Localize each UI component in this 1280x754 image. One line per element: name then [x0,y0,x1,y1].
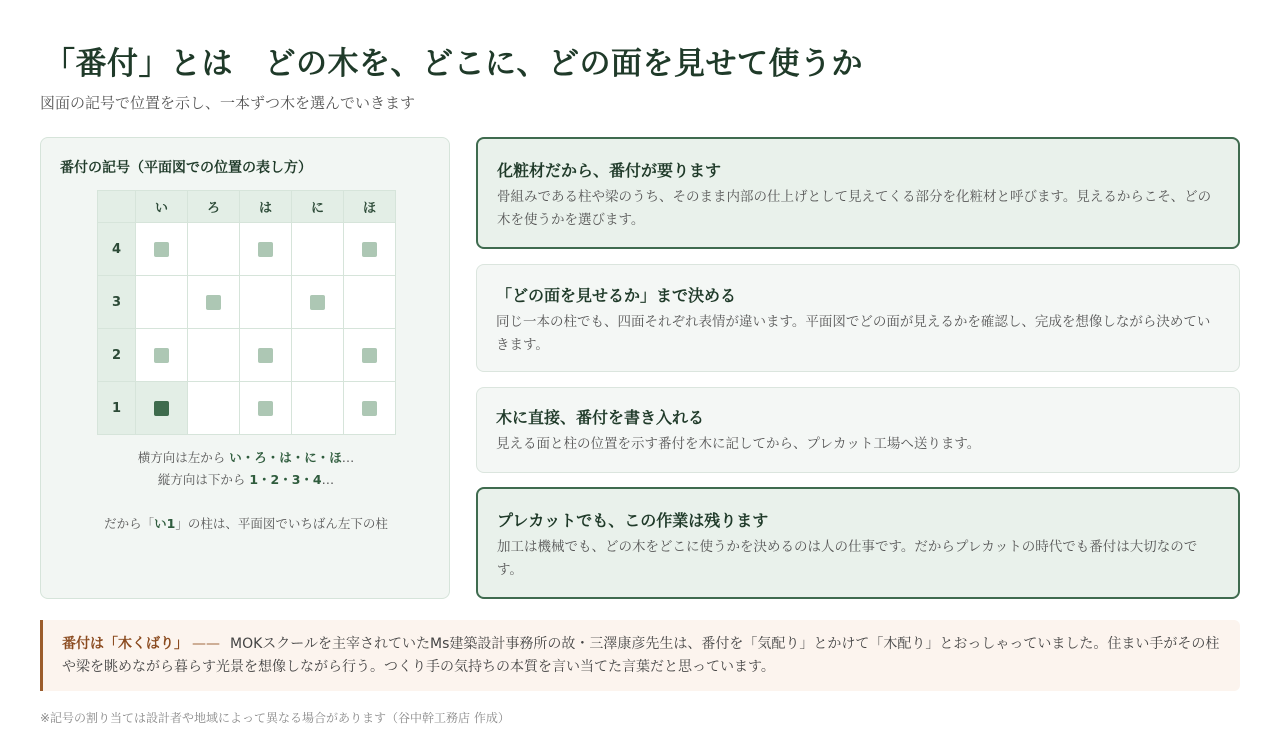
grid-cell [188,382,240,435]
post-marker [362,348,377,363]
bantsuke-diagram-panel [40,137,450,599]
page-subtitle: 図面の記号で位置を示し、一本ずつ木を選んでいきます [40,94,416,112]
card-title: プレカットでも、この作業は残ります [497,511,769,530]
grid-cell [188,329,240,382]
post-marker [258,242,273,257]
card-title: 化粧材だから、番付が要ります [497,161,722,180]
note-text: 」の柱は、平面図でいちばん左下の柱 [175,516,388,531]
grid-row-label: 4 [98,223,136,276]
kikubari-quote [40,620,1240,691]
grid-cell [292,223,344,276]
diagram-title: 番付の記号（平面図での位置の表し方） [60,160,312,176]
highlighted-post-marker [154,401,169,416]
card-kesho-zai [476,137,1240,249]
grid-row-label: 1 [98,382,136,435]
post-marker [362,401,377,416]
grid-column-header: ろ [188,191,240,223]
post-marker [258,401,273,416]
card-title: 「どの面を見せるか」まで決める [496,286,737,305]
diagram-note-vertical [41,470,451,488]
card-choose-face [476,264,1240,372]
note-text: … [321,472,335,487]
note-text: だから「 [104,516,155,531]
grid-cell [292,329,344,382]
card-body: 加工は機械でも、どの木をどこに使うかを決めるのは人の仕事です。だからプレカットの時代でも番付は大切なのです。 [497,539,1198,578]
grid-cell [240,223,292,276]
quote-dash: —— [192,636,220,652]
note-code: い1 [154,516,176,531]
floor-plan-grid [97,190,396,435]
grid-cell [344,382,396,435]
grid-cell [188,276,240,329]
grid-cell [240,329,292,382]
grid-cell [344,329,396,382]
grid-cell [136,329,188,382]
post-marker [206,295,221,310]
card-write-bantsuke [476,387,1240,473]
note-text: 横方向は左から [137,450,230,465]
grid-column-header: い [136,191,188,223]
grid-column-header: に [292,191,344,223]
grid-cell [188,223,240,276]
grid-row-label: 2 [98,329,136,382]
grid-cell [136,276,188,329]
note-sequence: い・ろ・は・に・ほ [229,450,342,465]
grid-cell [136,382,188,435]
grid-column-header: は [240,191,292,223]
diagram-note-horizontal [41,448,451,466]
grid-corner [98,191,136,223]
page-title: 「番付」とは どの木を、どこに、どの面を見せて使うか [44,46,863,82]
card-body: 骨組みである柱や梁のうち、そのまま内部の仕上げとして見えてくる部分を化粧材と呼びます。見えるからこそ、どの木を使うかを選びます。 [497,189,1212,228]
grid-cell [240,276,292,329]
card-precut [476,487,1240,599]
quote-text [62,633,1222,679]
quote-lead: 番付は「木くばり」 [62,636,188,652]
grid-column-header: ほ [344,191,396,223]
note-text: … [341,450,355,465]
post-marker [362,242,377,257]
post-marker [154,348,169,363]
post-marker [154,242,169,257]
post-marker [310,295,325,310]
card-body: 同じ一本の柱でも、四面それぞれ表情が違います。平面図でどの面が見えるかを確認し、完成を想像しながら決めていきます。 [496,314,1211,353]
note-sequence: 1・2・3・4 [249,472,322,487]
note-text: 縦方向は下から [157,472,250,487]
post-marker [258,348,273,363]
grid-row-label: 3 [98,276,136,329]
grid-cell [292,382,344,435]
grid-cell [344,276,396,329]
grid-cell [240,382,292,435]
quote-body: MOKスクールを主宰されていたMs建築設計事務所の故・三澤康彦先生は、番付を「気配り」とかけて「木配り」とおっしゃっていました。住まい手がその柱や梁を眺めながら暮らす光景を想像しながら行う。つくり手の気持ちの本質を言い当てた言葉だと思っています。 [62,636,1220,675]
grid-cell [344,223,396,276]
diagram-note-example [41,514,451,532]
card-title: 木に直接、番付を書き入れる [496,408,705,427]
grid-cell [136,223,188,276]
footnote: ※記号の割り当ては設計者や地域によって異なる場合があります（谷中幹工務店 作成） [40,711,510,725]
grid-cell [292,276,344,329]
card-body: 見える面と柱の位置を示す番付を木に記してから、プレカット工場へ送ります。 [496,436,981,452]
